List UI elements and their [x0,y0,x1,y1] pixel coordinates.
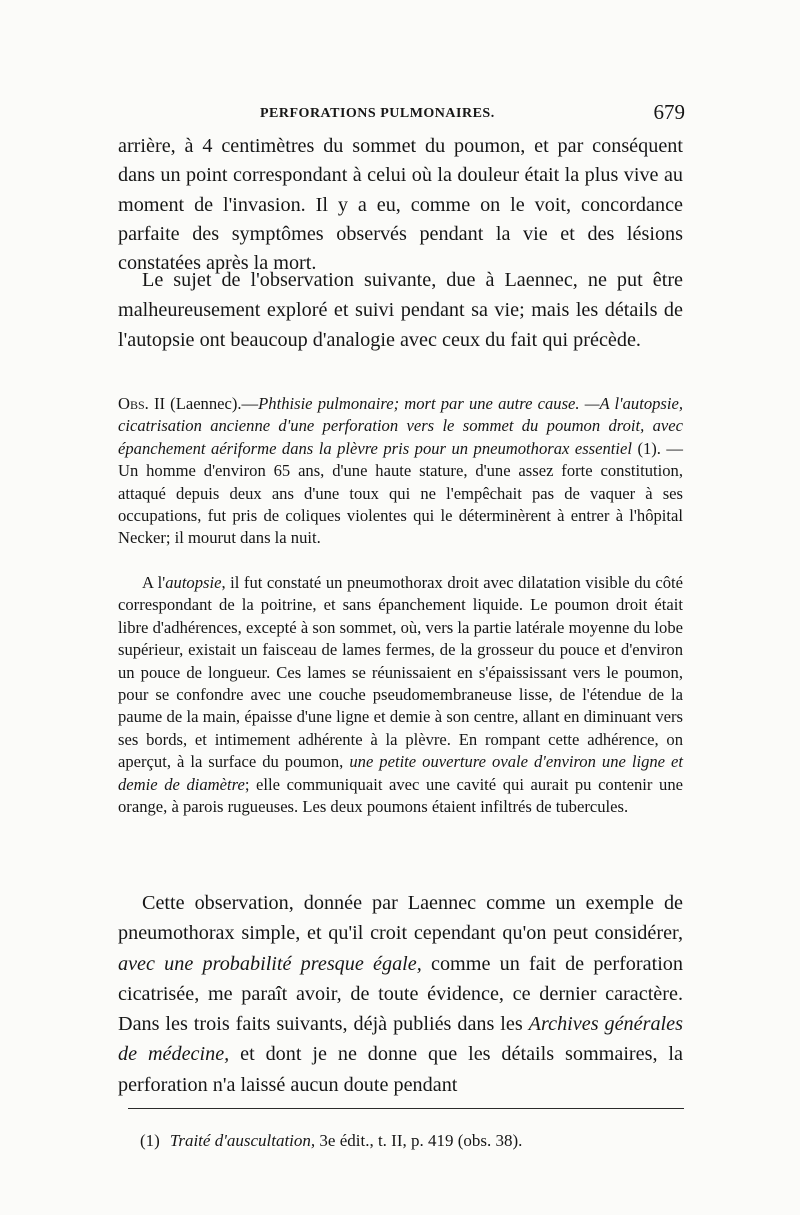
running-title: PERFORATIONS PULMONAIRES. [260,106,495,121]
footnote-work-title: Traité d'auscultation, [169,1131,316,1150]
commentary-italic1: avec une probabilité presque égale, [118,952,422,975]
autopsy-lead-italic: autopsie [165,573,222,592]
page-header [120,100,685,128]
autopsy-body: , il fut constaté un pneumothorax droit avec dilatation visible du côté correspondant de la poitrine, et sans épanchement liquide. Le poumon droit était libre d'adhérences, excepté à son sommet, où, vers la partie latérale moyenne du lobe supérieur, existait un faisceau de lames fermes, de la grosseur du pouce et d'environ un pouce de longueur. Ces lames se réunissaient en s'épaississant vers le poumon, pour se confondre avec une couche pseudomembraneuse lisse, de l'étendue de la paume de la main, épaisse d'une ligne et demie à son centre, allant en diminuant vers ses bords, et intimement adhérente à la plèvre. En rompant cette adhérence, on aperçut, à la surface du poumon, [118,573,683,772]
footnote-divider [128,1108,684,1109]
footnote-mark: (1) [140,1131,160,1150]
autopsy-paragraph [118,572,683,818]
observation-heading [118,393,683,550]
footnote [140,1130,685,1152]
autopsy-italic-phrase: une petite ouverture ovale d'environ une ligne et demie de diamètre [118,752,684,794]
observation-body: Un homme d'environ 65 ans, d'une haute stature, d'une assez forte constitution, attaqué depuis deux ans d'une toux qui ne l'empêchait pas de vaquer à ses occupations, fut pris de coliques violentes qui le déterminèrent à entrer à l'hôpital Necker; il mourut dans la nuit. [118,461,683,548]
commentary-part2: comme un fait de perforation cicatrisée, me paraît avoir, de toute évidence, ce dernier caractère. Dans les trois faits suivants, déjà publiés dans les [118,952,683,1036]
commentary-italic2: Archives générales de médecine, [118,1013,683,1066]
commentary-part3: et dont je ne donne que les détails sommaires, la perforation n'a laissé aucun doute pendant [118,1043,683,1096]
commentary-part1: Cette observation, donnée par Laennec comme un exemple de pneumothorax simple, et qu'il croit cependant qu'on peut considérer, [118,892,683,945]
footnote-text: 3e édit., t. II, p. 419 (obs. 38). [315,1131,523,1150]
observation-label: Obs. II [118,394,166,413]
observation-author: (Laennec).— [165,394,259,413]
observation-title: Phthisie pulmonaire; mort par une autre cause. —A l'autopsie, cicatrisation ancienne d'une perforation vers le sommet du poumon droit, avec épanchement aériforme dans la plèvre pris pour un pneumothorax essentiel [118,394,683,458]
autopsy-lead: A l' [142,573,166,592]
paragraph-laennec-intro: Le sujet de l'observation suivante, due à Laennec, ne put être malheureusement exploré et suivi pendant sa vie; mais les détails de l'autopsie ont beaucoup d'analogie avec ceux du fait qui précède. [118,269,683,351]
paragraph-continuation: arrière, à 4 centimètres du sommet du poumon, et par conséquent dans un point correspondant à celui où la douleur était la plus vive au moment de l'invasion. Il y a eu, comme on le voit, concordance parfaite des symptômes observés pendant la vie et des lésions constatées après la mort. [118,135,683,275]
autopsy-tail: ; elle communiquait avec une cavité qui aurait pu contenir une orange, à parois rugueuses. Les deux poumons étaient infiltrés de tubercules. [118,774,683,817]
paragraph-commentary [118,888,683,1100]
page-number: 679 [653,100,685,124]
footnote-reference: (1). — [631,438,683,458]
